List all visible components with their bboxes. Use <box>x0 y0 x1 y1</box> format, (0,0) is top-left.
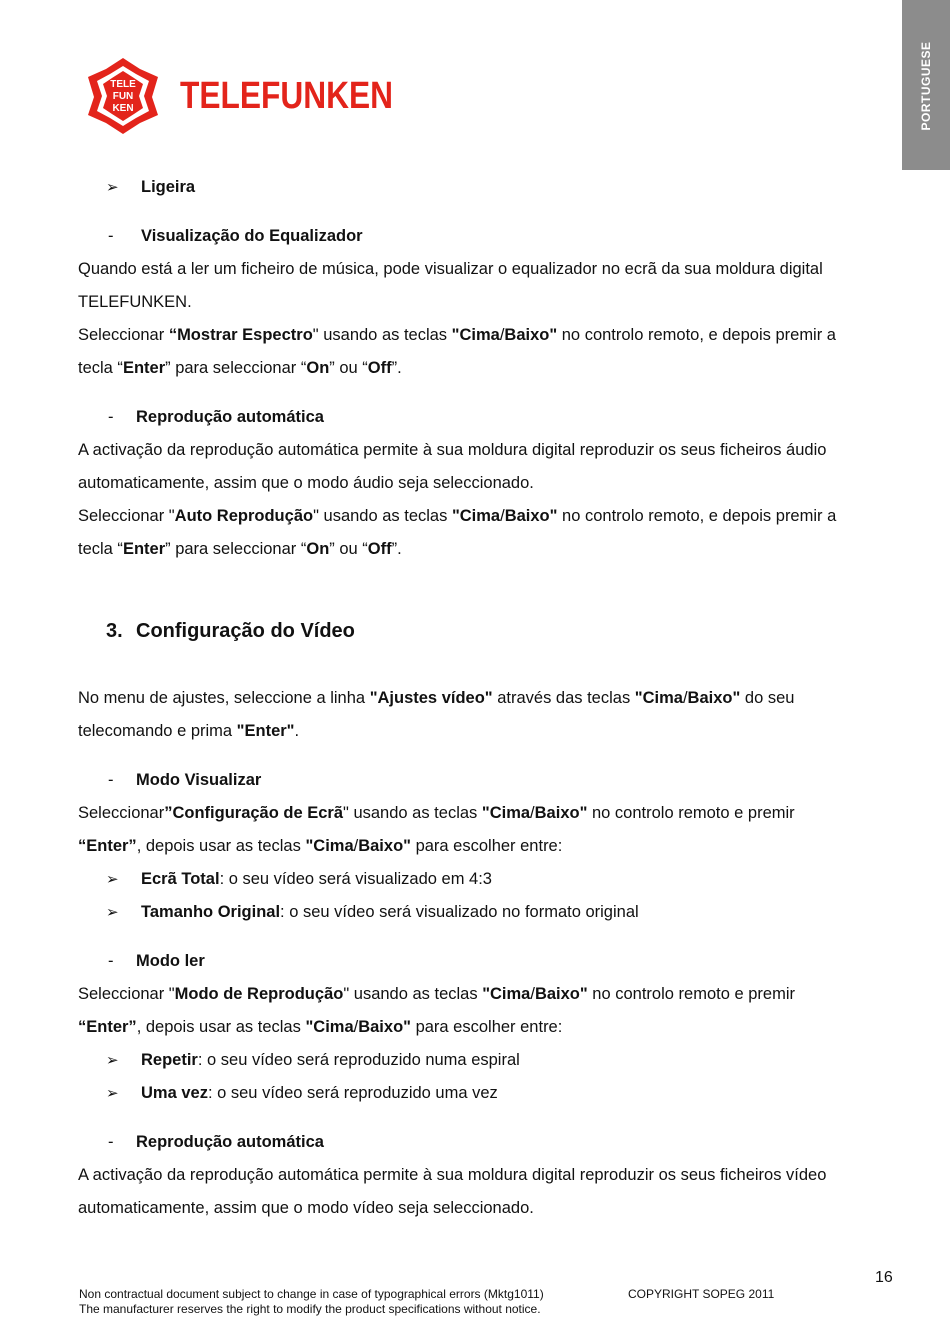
paragraph-line: Quando está a ler um ficheiro de música, pode visualizar o equalizador no ecrã da sua moldura digital <box>78 260 823 278</box>
bold-run: "Cima <box>634 689 683 707</box>
auto-play-video-heading: Reprodução automática <box>136 1133 324 1151</box>
paragraph-line <box>78 688 794 708</box>
bold-run: Baixo" <box>358 1018 411 1036</box>
bold-run: Enter <box>122 540 166 558</box>
dash-bullet: - <box>108 227 114 245</box>
equalizer-heading: Visualização do Equalizador <box>141 227 363 245</box>
text-run: ” para seleccionar “ <box>165 540 307 558</box>
paragraph-line: A activação da reprodução automática permite à sua moldura digital reproduzir os seus ficheiros áudio <box>78 441 827 459</box>
option-once <box>141 1083 498 1103</box>
bold-run: Baixo" <box>358 837 411 855</box>
bold-run: "Cima <box>482 985 531 1003</box>
dash-bullet: - <box>108 771 114 789</box>
bold-run: On <box>306 359 330 377</box>
bold-run: Off <box>367 359 392 377</box>
brand-name: TELEFUNKEN <box>180 75 393 117</box>
bold-run: Baixo" <box>504 326 558 344</box>
text-run: " usando as teclas <box>343 804 482 822</box>
text-run: " usando as teclas <box>312 326 452 344</box>
bold-run: "Cima <box>305 1018 354 1036</box>
bold-run: "Enter" <box>236 722 295 740</box>
view-mode-heading: Modo Visualizar <box>136 771 262 789</box>
bold-run: “Enter” <box>78 1018 137 1036</box>
text-run: : o seu vídeo será visualizado no formato original <box>280 903 639 921</box>
bold-run: Baixo" <box>687 689 741 707</box>
text-run: : o seu vídeo será visualizado em 4:3 <box>219 870 492 888</box>
text-run: Seleccionar " <box>78 985 175 1003</box>
text-run: . <box>294 722 300 740</box>
paragraph-line <box>78 358 402 378</box>
arrow-bullet-icon: ➢ <box>106 1085 119 1102</box>
paragraph-line <box>78 506 836 526</box>
bold-run: Baixo" <box>534 985 588 1003</box>
bold-run: Tamanho Original <box>141 903 281 921</box>
text-run: : o seu vídeo será reproduzido numa espiral <box>197 1051 520 1069</box>
text-run: para escolher entre: <box>410 837 563 855</box>
paragraph-line <box>78 984 795 1004</box>
footer-notice: The manufacturer reserves the right to modify the product specifications without notice. <box>79 1302 541 1316</box>
language-tab <box>902 0 950 170</box>
arrow-bullet-icon: ➢ <box>106 1052 119 1069</box>
bold-run: Baixo" <box>534 804 588 822</box>
text-run: , depois usar as teclas <box>136 837 306 855</box>
option-repeat <box>141 1050 520 1070</box>
play-mode-heading: Modo ler <box>136 952 205 970</box>
text-run: telecomando e prima <box>78 722 237 740</box>
text-run: ” para seleccionar “ <box>165 359 307 377</box>
paragraph-line <box>78 721 299 741</box>
text-run: no controlo remoto e premir <box>587 985 795 1003</box>
text-run: tecla “ <box>78 540 123 558</box>
paragraph-line <box>78 1017 562 1037</box>
text-run: através das teclas <box>492 689 635 707</box>
text-run: no controlo remoto, e depois premir a <box>557 326 836 344</box>
telefunken-logo <box>84 55 404 137</box>
footer-disclaimer: Non contractual document subject to change in case of typographical errors (Mktg1011) <box>79 1287 544 1301</box>
text-run: ”. <box>391 359 402 377</box>
bold-run: "Ajustes vídeo" <box>369 689 493 707</box>
footer-copyright: COPYRIGHT SOPEG 2011 <box>628 1287 775 1301</box>
language-tab-label: PORTUGUESE <box>919 41 933 131</box>
bold-run: "Cima <box>451 326 500 344</box>
text-run: : o seu vídeo será reproduzido uma vez <box>207 1084 498 1102</box>
paragraph-line: A activação da reprodução automática permite à sua moldura digital reproduzir os seus ficheiros vídeo <box>78 1166 827 1184</box>
dash-bullet: - <box>108 408 114 426</box>
paragraph-line <box>78 539 402 559</box>
text-run: para escolher entre: <box>410 1018 563 1036</box>
paragraph-line: TELEFUNKEN. <box>78 293 192 311</box>
bold-run: "Cima <box>481 804 531 822</box>
bold-run: "Cima <box>305 837 354 855</box>
arrow-bullet-icon: ➢ <box>106 871 119 888</box>
option-original-size <box>141 902 639 922</box>
text-run: " usando as teclas <box>343 985 483 1003</box>
section-title: Configuração do Vídeo <box>136 620 355 642</box>
text-run: no controlo remoto, e depois premir a <box>557 507 837 525</box>
logo-word-1: TELE <box>110 79 136 90</box>
bold-run: Ecrã Total <box>141 870 220 888</box>
arrow-bullet-icon: ➢ <box>106 179 119 196</box>
dash-bullet: - <box>108 952 114 970</box>
bold-run: “Enter” <box>78 837 137 855</box>
bold-run: Auto Reprodução <box>174 507 314 525</box>
bold-run: Modo de Reprodução <box>174 985 344 1003</box>
bold-run: "Cima <box>451 507 501 525</box>
text-run: Seleccionar <box>78 326 169 344</box>
bold-run: Enter <box>122 359 166 377</box>
text-run: Seleccionar " <box>78 507 175 525</box>
text-run: " usando as teclas <box>313 507 452 525</box>
text-run: ”. <box>391 540 402 558</box>
option-ligeira: Ligeira <box>141 178 196 196</box>
text-run: , depois usar as teclas <box>136 1018 306 1036</box>
text-run: / <box>353 837 359 855</box>
section-number: 3. <box>106 620 123 642</box>
dash-bullet: - <box>108 1133 114 1151</box>
bold-run: On <box>306 540 330 558</box>
text-run: No menu de ajustes, seleccione a linha <box>78 689 370 707</box>
text-run: / <box>353 1018 359 1036</box>
page-number: 16 <box>875 1269 893 1286</box>
text-run: / <box>530 804 535 822</box>
paragraph-line <box>78 836 562 856</box>
text-run: no controlo remoto e premir <box>587 804 795 822</box>
paragraph-line: automaticamente, assim que o modo áudio seja seleccionado. <box>78 474 534 492</box>
logo-word-2: FUN <box>112 91 134 102</box>
bold-run: Baixo" <box>504 507 558 525</box>
text-run: ” ou “ <box>329 359 368 377</box>
logo-word-3: KEN <box>112 103 134 114</box>
paragraph-line <box>78 325 836 345</box>
paragraph-line: automaticamente, assim que o modo vídeo seja seleccionado. <box>78 1199 534 1217</box>
text-run: / <box>500 507 505 525</box>
text-run: do seu <box>740 689 795 707</box>
option-full-screen <box>141 869 492 889</box>
bold-run: Off <box>367 540 392 558</box>
text-run: Seleccionar <box>78 804 165 822</box>
auto-play-audio-heading: Reprodução automática <box>136 408 324 426</box>
text-run: / <box>530 985 535 1003</box>
bold-run: ”Configuração de Ecrã <box>164 804 344 822</box>
bold-run: Repetir <box>141 1051 198 1069</box>
text-run: tecla “ <box>78 359 123 377</box>
arrow-bullet-icon: ➢ <box>106 904 119 921</box>
text-run: / <box>682 689 688 707</box>
text-run: ” ou “ <box>329 540 368 558</box>
bold-run: “Mostrar Espectro <box>168 326 313 344</box>
paragraph-line <box>78 803 795 823</box>
text-run: / <box>499 326 505 344</box>
bold-run: Uma vez <box>141 1084 208 1102</box>
